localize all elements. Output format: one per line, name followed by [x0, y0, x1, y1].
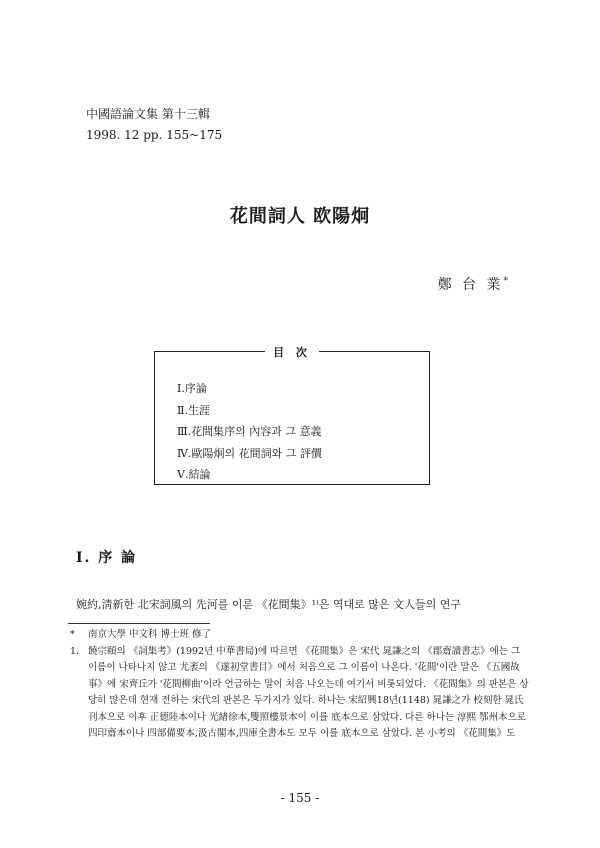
journal-header — [86, 104, 222, 146]
toc-item-preface: Ⅲ.花間集序의 內容과 그 意義 — [177, 425, 322, 438]
table-of-contents — [154, 346, 430, 485]
journal-name: 中國語論文集 第十三輯 — [86, 107, 210, 121]
toc-item-introduction: Ⅰ.序論 — [177, 382, 207, 395]
toc-list — [177, 378, 322, 486]
author-footnote-mark: * — [503, 276, 508, 287]
page-number: - 155 - — [280, 791, 320, 805]
journal-issue: 1998. 12 pp. 155~175 — [86, 128, 223, 142]
toc-heading — [155, 344, 429, 360]
toc-item-life: Ⅱ.生涯 — [177, 403, 210, 417]
footnote-divider — [68, 623, 210, 624]
footnote-text: 饒宗頤의 《詞集考》(1992년 中華書局)에 따르면 《花間集》은 宋代 晁謙之의 《郡齋讀書志》에는 그 이름이 나타나지 않고 尤袤의 《遂初堂書目》에서 처음으로 그 이름이 나온다. '花間'이란 말은 《五國故事》에 宋齊丘가 '花間柳曲'이라 언급하는 말이 처음 나오는데 여기서 비롯되었다. 《花間集》의 판본은 상당히 많은데 현재 전하는 宋代의 판본은 두가지가 있다. 하나는 宋紹興18년(1148) 晁謙之가 校刻한 晁氏刊本으로 이후 正德陸本이나 光緖徐本,雙照樓景本이 이를 底本으로 삼았다. 다른 하나는 淳熙 鄂州本으로 四印齋本이나 四部備要本,汲古閣本,四庫全書本도 모두 이를 底本으로 삼았다. 본 小考의 《花間集》도 — [88, 645, 529, 739]
section-heading: Ⅰ. 序 論 — [76, 550, 138, 566]
toc-heading-text: 目 次 — [265, 346, 319, 359]
toc-item-conclusion: Ⅴ.結論 — [177, 468, 211, 481]
footnote-1 — [70, 644, 530, 743]
toc-item-ouyang-jiong: Ⅳ.歐陽炯의 花間詞와 그 評價 — [177, 446, 322, 460]
footnotes — [70, 627, 530, 743]
footnote-marker: * — [70, 629, 75, 640]
footnote-marker: 1. — [70, 645, 80, 657]
footnote-text: 南京大學 中文科 博士班 修了 — [88, 629, 212, 640]
article-title: 花間詞人 欧陽炯 — [229, 206, 371, 227]
author-name: 鄭 台 業 — [437, 277, 504, 293]
footnote-affiliation — [70, 627, 530, 644]
author-line — [438, 274, 508, 294]
body-paragraph: 婉約,淸新한 北宋詞風의 先河를 이룬 《花間集》¹⁾은 역대로 많은 文人들의 연구 — [76, 598, 461, 611]
